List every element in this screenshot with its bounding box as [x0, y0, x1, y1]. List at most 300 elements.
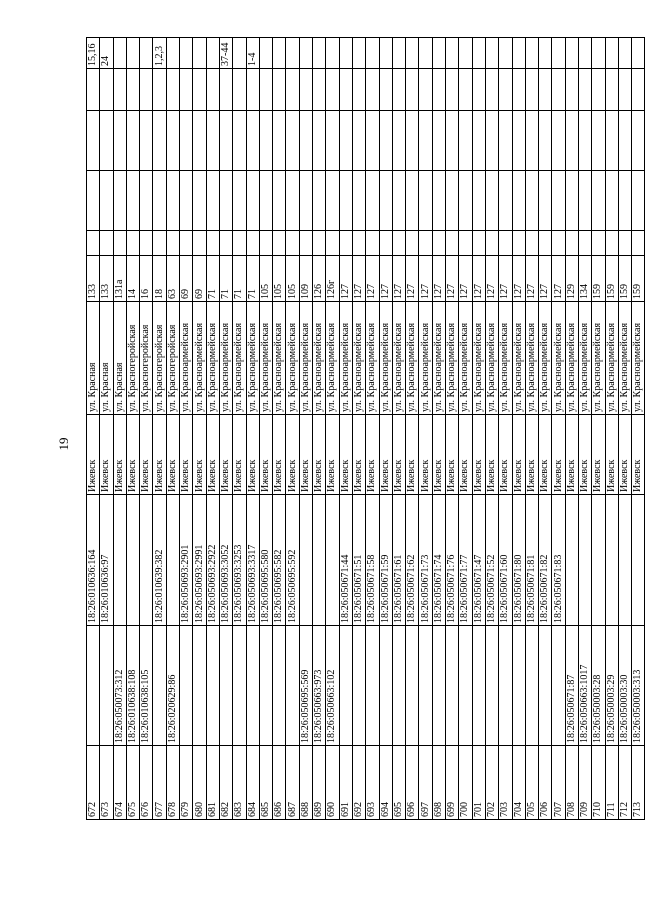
- empty-cell: [180, 231, 193, 256]
- row-number-cell: 701: [472, 746, 485, 820]
- apartment-cell: [406, 38, 419, 69]
- premises-cadastral-cell: [166, 495, 179, 626]
- row-number-cell: 692: [352, 746, 365, 820]
- empty-cell: [313, 231, 326, 256]
- row-number-cell: 697: [419, 746, 432, 820]
- street-cell: ул. Красноармейская: [352, 302, 365, 415]
- empty-cell: [233, 111, 246, 171]
- table-row: [419, 38, 432, 820]
- apartment-cell: [352, 38, 365, 69]
- empty-cell: [299, 171, 312, 231]
- empty-cell: [100, 171, 113, 231]
- apartment-cell: [592, 38, 605, 69]
- empty-cell: [193, 171, 206, 231]
- empty-cell: [113, 69, 126, 111]
- street-cell: ул. Красноармейская: [632, 302, 645, 415]
- premises-cadastral-cell: 18:26:050671:52: [485, 495, 498, 626]
- building-cadastral-cell: [459, 626, 472, 746]
- house-number-cell: 71: [206, 256, 219, 302]
- street-cell: ул. Красноармейская: [472, 302, 485, 415]
- street-cell: ул. Красноармейская: [485, 302, 498, 415]
- row-number-cell: 695: [392, 746, 405, 820]
- empty-cell: [605, 111, 618, 171]
- street-cell: ул. Красноармейская: [339, 302, 352, 415]
- building-cadastral-cell: 18:26:050663:102: [326, 626, 339, 746]
- empty-cell: [219, 171, 232, 231]
- empty-cell: [246, 111, 259, 171]
- building-cadastral-cell: 18:26:050073:312: [113, 626, 126, 746]
- row-number-cell: 712: [618, 746, 631, 820]
- table-row: [140, 38, 153, 820]
- apartment-cell: [299, 38, 312, 69]
- empty-cell: [233, 69, 246, 111]
- house-number-cell: 14: [126, 256, 139, 302]
- table-row: [299, 38, 312, 820]
- street-cell: ул. Красноармейская: [259, 302, 272, 415]
- apartment-cell: [459, 38, 472, 69]
- city-cell: Ижевск: [565, 415, 578, 495]
- table-row: [565, 38, 578, 820]
- table-row: [406, 38, 419, 820]
- city-cell: Ижевск: [592, 415, 605, 495]
- premises-cadastral-cell: 18:26:050671:51: [352, 495, 365, 626]
- empty-cell: [472, 231, 485, 256]
- premises-cadastral-cell: 18:26:050671:76: [446, 495, 459, 626]
- empty-cell: [485, 69, 498, 111]
- empty-cell: [273, 231, 286, 256]
- empty-cell: [326, 111, 339, 171]
- empty-cell: [180, 69, 193, 111]
- empty-cell: [153, 231, 166, 256]
- city-cell: Ижевск: [259, 415, 272, 495]
- city-cell: Ижевск: [140, 415, 153, 495]
- empty-cell: [406, 171, 419, 231]
- row-number-cell: 708: [565, 746, 578, 820]
- street-cell: ул. Красноармейская: [605, 302, 618, 415]
- table-body: [87, 38, 645, 820]
- apartment-cell: [392, 38, 405, 69]
- city-cell: Ижевск: [539, 415, 552, 495]
- premises-cadastral-cell: 18:26:050695:580: [259, 495, 272, 626]
- table-row: [206, 38, 219, 820]
- empty-cell: [259, 231, 272, 256]
- building-cadastral-cell: [552, 626, 565, 746]
- premises-cadastral-cell: [313, 495, 326, 626]
- apartment-cell: [632, 38, 645, 69]
- row-number-cell: 705: [525, 746, 538, 820]
- city-cell: Ижевск: [286, 415, 299, 495]
- premises-cadastral-cell: [299, 495, 312, 626]
- apartment-cell: [140, 38, 153, 69]
- city-cell: Ижевск: [166, 415, 179, 495]
- house-number-cell: 63: [166, 256, 179, 302]
- empty-cell: [432, 171, 445, 231]
- row-number-cell: 687: [286, 746, 299, 820]
- city-cell: Ижевск: [499, 415, 512, 495]
- empty-cell: [273, 69, 286, 111]
- empty-cell: [87, 111, 100, 171]
- empty-cell: [326, 231, 339, 256]
- house-number-cell: 105: [273, 256, 286, 302]
- empty-cell: [339, 69, 352, 111]
- house-number-cell: 127: [419, 256, 432, 302]
- table-row: [259, 38, 272, 820]
- premises-cadastral-cell: 18:26:050693:2922: [206, 495, 219, 626]
- empty-cell: [140, 69, 153, 111]
- premises-cadastral-cell: 18:26:050695:582: [273, 495, 286, 626]
- house-number-cell: 127: [366, 256, 379, 302]
- empty-cell: [100, 69, 113, 111]
- empty-cell: [472, 69, 485, 111]
- row-number-cell: 700: [459, 746, 472, 820]
- table-row: [246, 38, 259, 820]
- apartment-cell: [605, 38, 618, 69]
- empty-cell: [273, 111, 286, 171]
- building-cadastral-cell: [485, 626, 498, 746]
- apartment-cell: 1,2,3: [153, 38, 166, 69]
- empty-cell: [446, 111, 459, 171]
- table-row: [286, 38, 299, 820]
- empty-cell: [618, 171, 631, 231]
- empty-cell: [339, 111, 352, 171]
- empty-cell: [379, 231, 392, 256]
- empty-cell: [592, 231, 605, 256]
- premises-cadastral-cell: 18:26:050671:58: [366, 495, 379, 626]
- building-cadastral-cell: 18:26:010638:108: [126, 626, 139, 746]
- empty-cell: [246, 171, 259, 231]
- empty-cell: [352, 231, 365, 256]
- empty-cell: [578, 111, 591, 171]
- house-number-cell: 159: [618, 256, 631, 302]
- empty-cell: [565, 231, 578, 256]
- city-cell: Ижевск: [485, 415, 498, 495]
- empty-cell: [605, 231, 618, 256]
- building-cadastral-cell: [87, 626, 100, 746]
- empty-cell: [153, 69, 166, 111]
- empty-cell: [166, 111, 179, 171]
- house-number-cell: 127: [352, 256, 365, 302]
- empty-cell: [206, 231, 219, 256]
- empty-cell: [605, 69, 618, 111]
- empty-cell: [472, 111, 485, 171]
- house-number-cell: 127: [392, 256, 405, 302]
- table-row: [605, 38, 618, 820]
- premises-cadastral-cell: [126, 495, 139, 626]
- empty-cell: [485, 231, 498, 256]
- street-cell: ул. Красноармейская: [233, 302, 246, 415]
- empty-cell: [193, 111, 206, 171]
- street-cell: ул. Красноармейская: [419, 302, 432, 415]
- city-cell: Ижевск: [246, 415, 259, 495]
- street-cell: ул. Красногеройская: [126, 302, 139, 415]
- street-cell: ул. Красноармейская: [592, 302, 605, 415]
- street-cell: ул. Красноармейская: [193, 302, 206, 415]
- street-cell: ул. Красноармейская: [379, 302, 392, 415]
- row-number-cell: 699: [446, 746, 459, 820]
- house-number-cell: 134: [578, 256, 591, 302]
- empty-cell: [406, 111, 419, 171]
- city-cell: Ижевск: [525, 415, 538, 495]
- premises-cadastral-cell: [578, 495, 591, 626]
- empty-cell: [512, 171, 525, 231]
- building-cadastral-cell: [512, 626, 525, 746]
- street-cell: ул. Красноармейская: [512, 302, 525, 415]
- building-cadastral-cell: [233, 626, 246, 746]
- building-cadastral-cell: [246, 626, 259, 746]
- empty-cell: [392, 69, 405, 111]
- street-cell: ул. Красноармейская: [578, 302, 591, 415]
- apartment-cell: [233, 38, 246, 69]
- empty-cell: [446, 69, 459, 111]
- row-number-cell: 683: [233, 746, 246, 820]
- empty-cell: [339, 231, 352, 256]
- apartment-cell: [326, 38, 339, 69]
- table-row: [233, 38, 246, 820]
- building-cadastral-cell: 18:26:050663:1017: [578, 626, 591, 746]
- city-cell: Ижевск: [233, 415, 246, 495]
- city-cell: Ижевск: [618, 415, 631, 495]
- apartment-cell: [259, 38, 272, 69]
- row-number-cell: 710: [592, 746, 605, 820]
- house-number-cell: 69: [193, 256, 206, 302]
- empty-cell: [392, 231, 405, 256]
- empty-cell: [273, 171, 286, 231]
- row-number-cell: 693: [366, 746, 379, 820]
- street-cell: ул. Красноармейская: [406, 302, 419, 415]
- empty-cell: [313, 171, 326, 231]
- house-number-cell: 127: [525, 256, 538, 302]
- premises-cadastral-cell: [113, 495, 126, 626]
- row-number-cell: 689: [313, 746, 326, 820]
- house-number-cell: 127: [432, 256, 445, 302]
- premises-cadastral-cell: 18:26:050693:3253: [233, 495, 246, 626]
- row-number-cell: 706: [539, 746, 552, 820]
- apartment-cell: [126, 38, 139, 69]
- empty-cell: [259, 69, 272, 111]
- row-number-cell: 690: [326, 746, 339, 820]
- building-cadastral-cell: [193, 626, 206, 746]
- city-cell: Ижевск: [352, 415, 365, 495]
- empty-cell: [206, 69, 219, 111]
- empty-cell: [313, 111, 326, 171]
- empty-cell: [419, 111, 432, 171]
- rotated-table-container: [86, 38, 644, 820]
- premises-cadastral-cell: 18:26:050671:77: [459, 495, 472, 626]
- city-cell: Ижевск: [406, 415, 419, 495]
- row-number-cell: 674: [113, 746, 126, 820]
- empty-cell: [379, 171, 392, 231]
- empty-cell: [259, 171, 272, 231]
- row-number-cell: 678: [166, 746, 179, 820]
- empty-cell: [219, 69, 232, 111]
- city-cell: Ижевск: [126, 415, 139, 495]
- apartment-cell: [446, 38, 459, 69]
- empty-cell: [153, 171, 166, 231]
- empty-cell: [592, 69, 605, 111]
- empty-cell: [87, 231, 100, 256]
- city-cell: Ижевск: [339, 415, 352, 495]
- house-number-cell: 127: [552, 256, 565, 302]
- premises-cadastral-cell: 18:26:050693:2901: [180, 495, 193, 626]
- premises-cadastral-cell: 18:26:050671:61: [392, 495, 405, 626]
- street-cell: ул. Красноармейская: [618, 302, 631, 415]
- empty-cell: [632, 231, 645, 256]
- building-cadastral-cell: [472, 626, 485, 746]
- empty-cell: [299, 111, 312, 171]
- empty-cell: [446, 231, 459, 256]
- building-cadastral-cell: [339, 626, 352, 746]
- city-cell: Ижевск: [392, 415, 405, 495]
- empty-cell: [233, 171, 246, 231]
- building-cadastral-cell: [446, 626, 459, 746]
- empty-cell: [352, 171, 365, 231]
- empty-cell: [219, 111, 232, 171]
- table-row: [352, 38, 365, 820]
- empty-cell: [525, 231, 538, 256]
- house-number-cell: 71: [233, 256, 246, 302]
- empty-cell: [419, 231, 432, 256]
- city-cell: Ижевск: [419, 415, 432, 495]
- house-number-cell: 127: [472, 256, 485, 302]
- empty-cell: [552, 171, 565, 231]
- building-cadastral-cell: [525, 626, 538, 746]
- building-cadastral-cell: [352, 626, 365, 746]
- table-row: [392, 38, 405, 820]
- street-cell: ул. Красноармейская: [446, 302, 459, 415]
- street-cell: ул. Красногеройская: [166, 302, 179, 415]
- row-number-cell: 672: [87, 746, 100, 820]
- empty-cell: [539, 111, 552, 171]
- city-cell: Ижевск: [273, 415, 286, 495]
- street-cell: ул. Красноармейская: [299, 302, 312, 415]
- empty-cell: [632, 171, 645, 231]
- empty-cell: [618, 111, 631, 171]
- house-number-cell: 131а: [113, 256, 126, 302]
- empty-cell: [432, 111, 445, 171]
- empty-cell: [472, 171, 485, 231]
- empty-cell: [618, 231, 631, 256]
- premises-cadastral-cell: [605, 495, 618, 626]
- row-number-cell: 696: [406, 746, 419, 820]
- table-row: [100, 38, 113, 820]
- empty-cell: [499, 69, 512, 111]
- premises-cadastral-cell: 18:26:050693:2991: [193, 495, 206, 626]
- apartment-cell: [472, 38, 485, 69]
- empty-cell: [525, 69, 538, 111]
- building-cadastral-cell: [499, 626, 512, 746]
- house-number-cell: 127: [379, 256, 392, 302]
- building-cadastral-cell: [366, 626, 379, 746]
- row-number-cell: 684: [246, 746, 259, 820]
- table-row: [432, 38, 445, 820]
- building-cadastral-cell: 18:26:050003:30: [618, 626, 631, 746]
- empty-cell: [206, 111, 219, 171]
- street-cell: ул. Красноармейская: [499, 302, 512, 415]
- empty-cell: [512, 111, 525, 171]
- empty-cell: [140, 111, 153, 171]
- empty-cell: [180, 111, 193, 171]
- building-cadastral-cell: 18:26:050663:973: [313, 626, 326, 746]
- row-number-cell: 688: [299, 746, 312, 820]
- table-row: [472, 38, 485, 820]
- apartment-cell: [499, 38, 512, 69]
- street-cell: ул. Красноармейская: [539, 302, 552, 415]
- city-cell: Ижевск: [193, 415, 206, 495]
- table-row: [180, 38, 193, 820]
- empty-cell: [392, 111, 405, 171]
- apartment-cell: [432, 38, 445, 69]
- street-cell: ул. Красноармейская: [326, 302, 339, 415]
- row-number-cell: 703: [499, 746, 512, 820]
- apartment-cell: [578, 38, 591, 69]
- row-number-cell: 680: [193, 746, 206, 820]
- city-cell: Ижевск: [552, 415, 565, 495]
- empty-cell: [432, 69, 445, 111]
- premises-cadastral-cell: 18:26:050671:74: [432, 495, 445, 626]
- empty-cell: [525, 171, 538, 231]
- empty-cell: [379, 69, 392, 111]
- empty-cell: [592, 111, 605, 171]
- building-cadastral-cell: [392, 626, 405, 746]
- street-cell: ул. Красноармейская: [392, 302, 405, 415]
- empty-cell: [286, 111, 299, 171]
- city-cell: Ижевск: [446, 415, 459, 495]
- apartment-cell: [313, 38, 326, 69]
- apartment-cell: 15,16: [87, 38, 100, 69]
- street-cell: ул. Красноармейская: [525, 302, 538, 415]
- empty-cell: [379, 111, 392, 171]
- empty-cell: [459, 171, 472, 231]
- street-cell: ул. Красноармейская: [206, 302, 219, 415]
- row-number-cell: 707: [552, 746, 565, 820]
- empty-cell: [392, 171, 405, 231]
- city-cell: Ижевск: [153, 415, 166, 495]
- house-number-cell: 105: [259, 256, 272, 302]
- empty-cell: [499, 111, 512, 171]
- row-number-cell: 679: [180, 746, 193, 820]
- empty-cell: [339, 171, 352, 231]
- building-cadastral-cell: [379, 626, 392, 746]
- empty-cell: [326, 69, 339, 111]
- row-number-cell: 704: [512, 746, 525, 820]
- empty-cell: [539, 231, 552, 256]
- premises-cadastral-cell: 18:26:010636:164: [87, 495, 100, 626]
- apartment-cell: 1-4: [246, 38, 259, 69]
- apartment-cell: [512, 38, 525, 69]
- apartment-cell: [525, 38, 538, 69]
- apartment-cell: [273, 38, 286, 69]
- table-row: [326, 38, 339, 820]
- empty-cell: [299, 69, 312, 111]
- empty-cell: [565, 171, 578, 231]
- street-cell: ул. Красноармейская: [565, 302, 578, 415]
- house-number-cell: 127: [339, 256, 352, 302]
- house-number-cell: 18: [153, 256, 166, 302]
- house-number-cell: 109: [299, 256, 312, 302]
- house-number-cell: 133: [100, 256, 113, 302]
- row-number-cell: 698: [432, 746, 445, 820]
- city-cell: Ижевск: [326, 415, 339, 495]
- building-cadastral-cell: 18:26:050003:28: [592, 626, 605, 746]
- street-cell: ул. Красноармейская: [180, 302, 193, 415]
- apartment-cell: [539, 38, 552, 69]
- premises-cadastral-cell: 18:26:050671:81: [525, 495, 538, 626]
- table-row: [525, 38, 538, 820]
- premises-cadastral-cell: 18:26:050671:82: [539, 495, 552, 626]
- apartment-cell: [193, 38, 206, 69]
- city-cell: Ижевск: [219, 415, 232, 495]
- table-row: [592, 38, 605, 820]
